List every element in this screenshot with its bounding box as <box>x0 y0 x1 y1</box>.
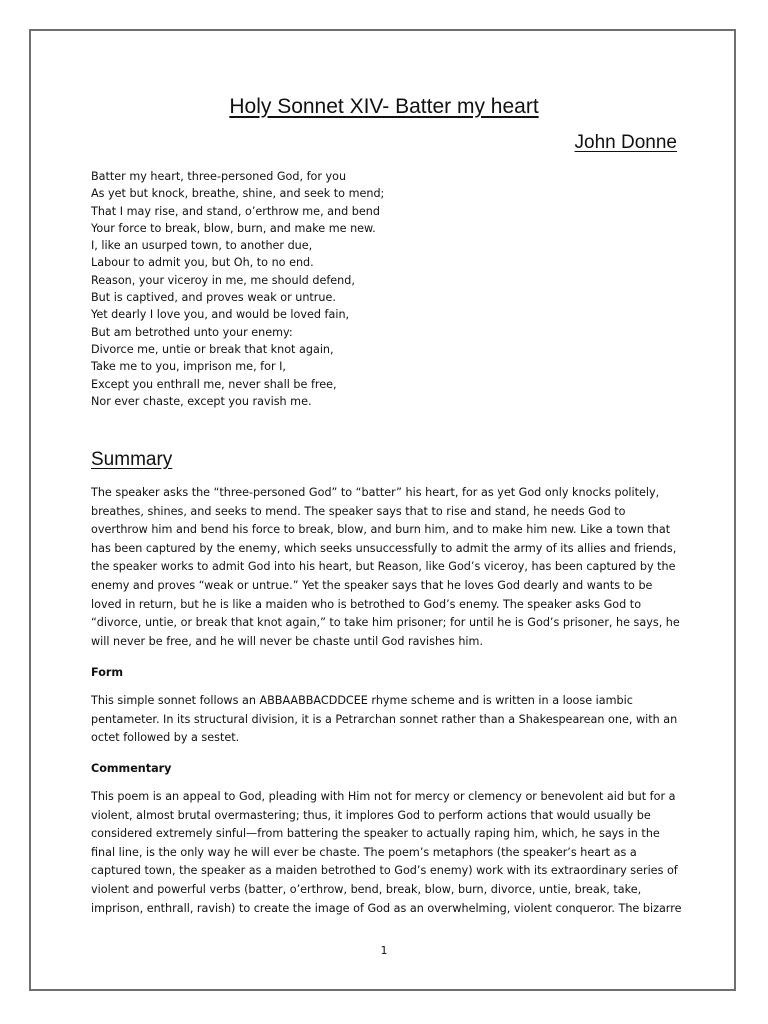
form-heading: Form <box>91 666 124 679</box>
form-paragraph: This simple sonnet follows an ABBAABBACDDCEE rhyme scheme and is written in a loose iambic pentameter. In its structural division, it is a Petrarchan sonnet rather than a Shakespearean one, with an octet followed by a sestet. <box>91 694 678 745</box>
summary-paragraph: The speaker asks the “three-personed God” to “batter” his heart, for as yet God only knocks politely, breathes, shines, and seeks to mend. The speaker says that to rise and stand, he needs God to overthrow him and bend his force to break, blow, and burn him, and to make him new. Like a town that has been captured by the enemy, which seeks unsuccessfully to admit the army of its allies and friends, the speaker works to admit God into his heart, but Reason, like God’s viceroy, has been captured by the enemy and proves “weak or untrue.” Yet the speaker says that he loves God dearly and wants to be loved in return, but he is like a maiden who is betrothed to God’s enemy. The speaker asks God to “divorce, untie, or break that knot again,” to take him prisoner; for until he is God’s prisoner, he says, he will never be free, and he will never be chaste until God ravishes him. <box>91 486 680 648</box>
commentary-heading: Commentary <box>91 762 172 775</box>
poem-line: Yet dearly I love you, and would be loved fain, <box>91 308 350 322</box>
poem-line: But is captived, and proves weak or untrue. <box>91 291 336 305</box>
poem-line: Except you enthrall me, never shall be free, <box>91 377 337 391</box>
page-number: 1 <box>380 944 388 957</box>
poem-line: But am betrothed unto your enemy: <box>91 325 293 339</box>
poem-line: Take me to you, imprison me, for I, <box>91 360 286 374</box>
poem-line: Reason, your viceroy in me, me should defend, <box>91 273 355 287</box>
document-title: Holy Sonnet XIV- Batter my heart <box>229 95 539 118</box>
poem-line: Nor ever chaste, except you ravish me. <box>91 394 312 408</box>
poem-line: That I may rise, and stand, o’erthrow me, and bend <box>91 204 380 218</box>
poem-line: As yet but knock, breathe, shine, and seek to mend; <box>91 187 385 201</box>
poem-text <box>91 168 681 410</box>
poem-line: I, like an usurped town, to another due, <box>91 239 313 253</box>
poem-line: Your force to break, blow, burn, and make me new. <box>91 221 376 235</box>
poem-line: Batter my heart, three-personed God, for you <box>91 170 347 183</box>
poem-line: Labour to admit you, but Oh, to no end. <box>91 256 314 270</box>
commentary-paragraph: This poem is an appeal to God, pleading with Him not for mercy or clemency or benevolent aid but for a violent, almost brutal overmastering; thus, it implores God to perform actions that would usually be considered extremely sinful—from battering the speaker to actually raping him, which, he says in the final line, is the only way he will ever be chaste. The poem’s metaphors (the speaker’s heart as a captured town, the speaker as a maiden betrothed to God’s enemy) work with its extraordinary series of violent and powerful verbs (batter, o’erthrow, bend, break, blow, burn, divorce, untie, break, take, imprison, enthrall, ravish) to create the image of God as an overwhelming, violent conqueror. The bizarre <box>91 790 682 915</box>
summary-heading: Summary <box>91 449 173 470</box>
author-name: John Donne <box>574 132 677 153</box>
poem-line: Divorce me, untie or break that knot again, <box>91 342 334 356</box>
